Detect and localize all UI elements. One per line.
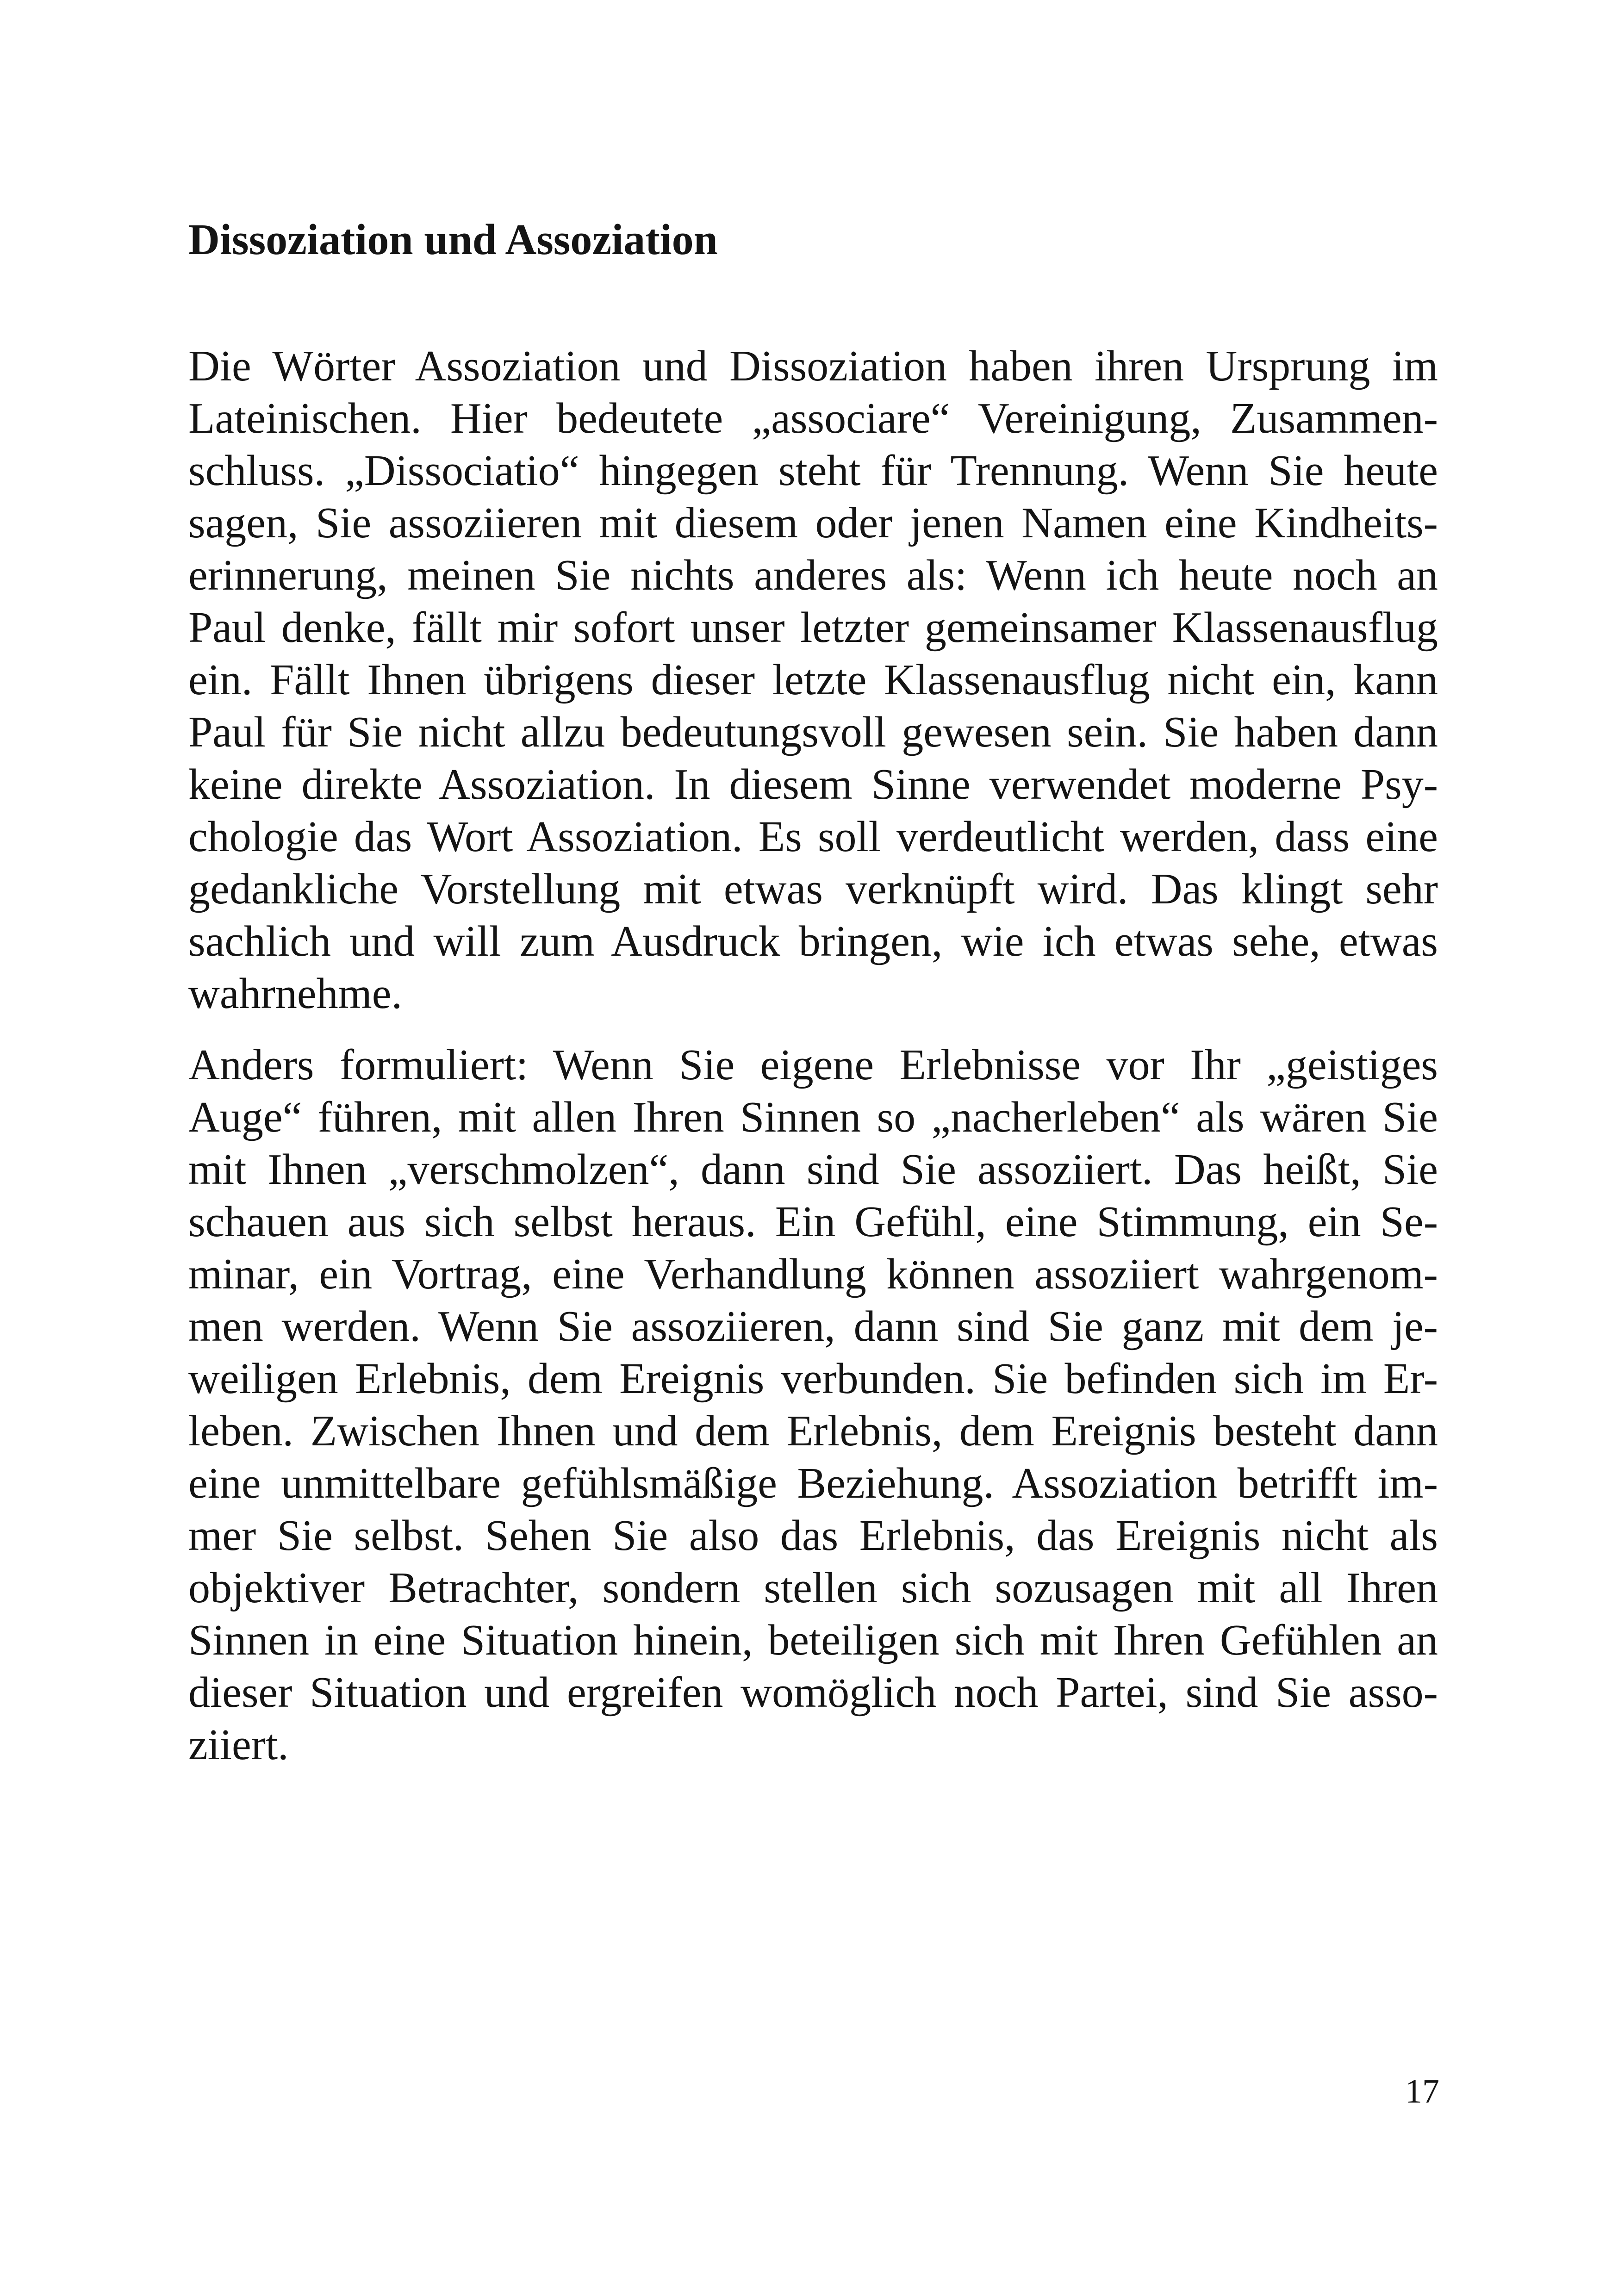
text-line: objektiver Betrachter, sondern stellen sich sozusagen mit all Ihren: [188, 1564, 1438, 1612]
text-line: Anders formuliert: Wenn Sie eigene Erlebnisse vor Ihr „geistiges: [188, 1041, 1438, 1089]
text-line: Auge“ führen, mit allen Ihren Sinnen so „nacherleben“ als wären Sie: [188, 1093, 1438, 1141]
text-line: eine unmittelbare gefühlsmäßige Beziehung. Assoziation betrifft im-: [188, 1459, 1438, 1507]
text-line: gedankliche Vorstellung mit etwas verknüpft wird. Das klingt sehr: [188, 865, 1438, 913]
paragraph-1: [188, 340, 1438, 1020]
text-line: Lateinischen. Hier bedeutete „associare“ Vereinigung, Zusammen-: [188, 394, 1438, 442]
text-line: Sinnen in eine Situation hinein, beteiligen sich mit Ihren Gefühlen an: [188, 1616, 1438, 1664]
text-line: mer Sie selbst. Sehen Sie also das Erlebnis, das Ereignis nicht als: [188, 1512, 1438, 1560]
page-number: 17: [1405, 2072, 1439, 2110]
text-line: leben. Zwischen Ihnen und dem Erlebnis, dem Ereignis besteht dann: [188, 1407, 1438, 1455]
text-line: erinnerung, meinen Sie nichts anderes als: Wenn ich heute noch an: [188, 551, 1438, 599]
text-line: chologie das Wort Assoziation. Es soll verdeutlicht werden, dass eine: [188, 813, 1438, 861]
paragraph-2: [188, 1039, 1438, 1771]
text-line: keine direkte Assoziation. In diesem Sinne verwendet moderne Psy-: [188, 760, 1438, 809]
text-line: schauen aus sich selbst heraus. Ein Gefühl, eine Stimmung, ein Se-: [188, 1198, 1438, 1246]
text-line: sagen, Sie assoziieren mit diesem oder jenen Namen eine Kindheits-: [188, 499, 1438, 547]
text-line: Paul denke, fällt mir sofort unser letzter gemeinsamer Klassenausflug: [188, 604, 1438, 652]
text-line: men werden. Wenn Sie assoziieren, dann sind Sie ganz mit dem je-: [188, 1302, 1438, 1350]
paragraph-spacer: [188, 1020, 1438, 1039]
text-line: Paul für Sie nicht allzu bedeutungsvoll gewesen sein. Sie haben dann: [188, 708, 1438, 756]
text-line: weiligen Erlebnis, dem Ereignis verbunden. Sie befinden sich im Er-: [188, 1355, 1438, 1403]
text-line: dieser Situation und ergreifen womöglich noch Partei, sind Sie asso-: [188, 1668, 1438, 1717]
text-line: sachlich und will zum Ausdruck bringen, wie ich etwas sehe, etwas: [188, 917, 1438, 965]
text-line: wahrnehme.: [188, 970, 402, 1018]
text-line: minar, ein Vortrag, eine Verhandlung können assoziiert wahrgenom-: [188, 1250, 1438, 1298]
text-line: Die Wörter Assoziation und Dissoziation haben ihren Ursprung im: [188, 342, 1438, 390]
text-line: ziiert.: [188, 1721, 289, 1769]
text-line: ein. Fällt Ihnen übrigens dieser letzte Klassenausflug nicht ein, kann: [188, 656, 1438, 704]
text-line: mit Ihnen „verschmolzen“, dann sind Sie assoziiert. Das heißt, Sie: [188, 1145, 1438, 1194]
section-heading: Dissoziation und Assoziation: [188, 216, 718, 264]
body-text: [188, 340, 1438, 1771]
text-line: schluss. „Dissociatio“ hingegen steht für Trennung. Wenn Sie heute: [188, 447, 1438, 495]
